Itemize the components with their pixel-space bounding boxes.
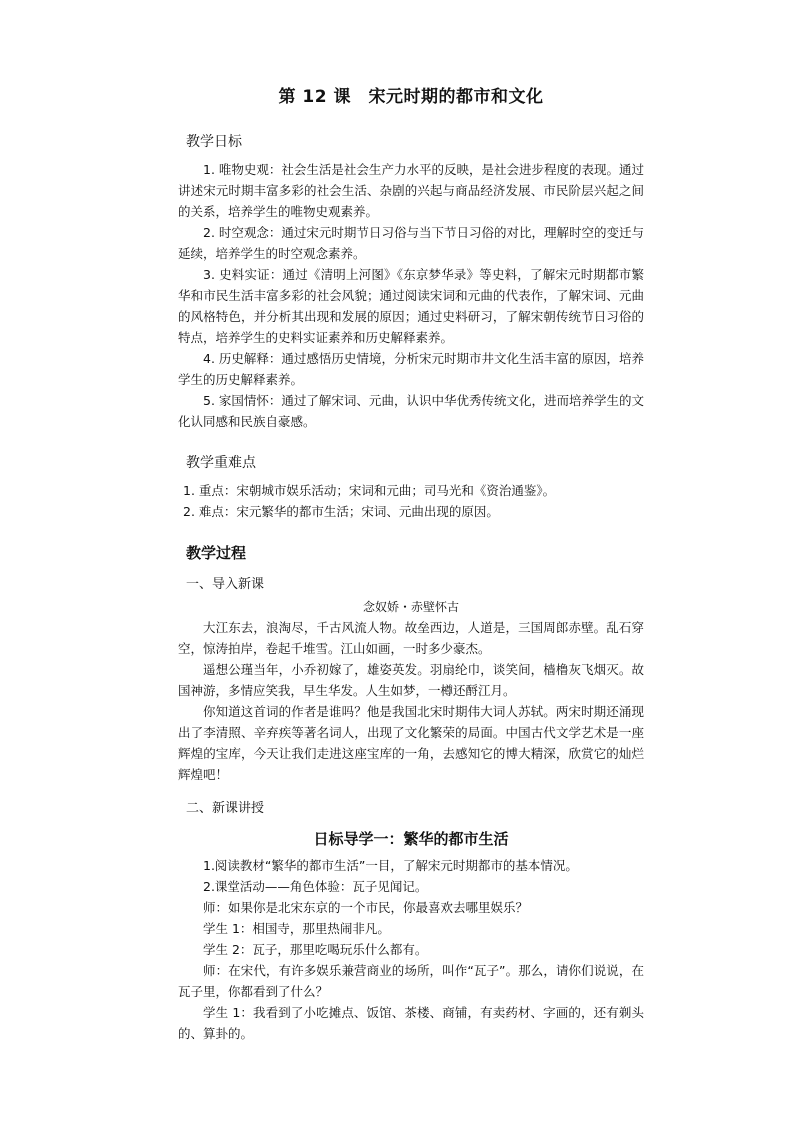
keypoints-heading: 教学重难点 xyxy=(186,455,256,471)
lesson-line: 师：如果你是北宋东京的一个市民，你最喜欢去哪里娱乐？ xyxy=(203,900,529,915)
lesson-line: 师：在宋代，有许多娱乐兼营商业的场所，叫作“瓦子”。那么，请你们说说，在瓦子里，你都看到了什么？ xyxy=(178,963,644,999)
lesson-line: 学生 1：我看到了小吃摊点、饭馆、茶楼、商铺，有卖药材、字画的，还有剃头的、算卦的。 xyxy=(178,1005,644,1041)
lesson-line: 2.课堂活动——角色体验：瓦子见闻记。 xyxy=(203,879,428,894)
goal-title: 日标导学一：繁华的都市生活 xyxy=(313,830,509,848)
document-content xyxy=(178,82,644,1044)
poem-paragraph: 遥想公瑾当年，小乔初嫁了，雄姿英发。羽扇纶巾，谈笑间，樯橹灰飞烟灭。故国神游，多情应笑我，早生华发。人生如梦，一樽还酹江月。 xyxy=(178,662,644,698)
objective-item: 1. 唯物史观：社会生活是社会生产力水平的反映，是社会进步程度的表现。通过讲述宋元时期丰富多彩的社会生活、杂剧的兴起与商品经济发展、市民阶层兴起之间的关系，培养学生的唯物史观素养。 xyxy=(178,162,644,219)
objective-item: 4. 历史解释：通过感悟历史情境，分析宋元时期市井文化生活丰富的原因，培养学生的历史解释素养。 xyxy=(178,351,644,387)
objective-item: 5. 家国情怀：通过了解宋词、元曲，认识中华优秀传统文化，进而培养学生的文化认同感和民族自豪感。 xyxy=(178,393,644,429)
keypoint-item: 2. 难点：宋元繁华的都市生活；宋词、元曲出现的原因。 xyxy=(183,504,499,519)
keypoint-item: 1. 重点：宋朝城市娱乐活动；宋词和元曲；司马光和《资治通鉴》。 xyxy=(183,483,556,498)
intro-heading: 一、导入新课 xyxy=(186,577,265,592)
poem-title: 念奴娇・赤壁怀古 xyxy=(362,600,459,614)
page-title: 第 12 课 宋元时期的都市和文化 xyxy=(278,87,544,107)
lesson-line: 学生 1：相国寺，那里热闹非凡。 xyxy=(203,921,390,936)
objective-item: 2. 时空观念：通过宋元时期节日习俗与当下节日习俗的对比，理解时空的变迁与延续，培养学生的时空观念素养。 xyxy=(178,225,644,261)
poem-paragraph: 大江东去，浪淘尽，千古风流人物。故垒西边，人道是，三国周郎赤壁。乱石穿空，惊涛拍岸，卷起千堆雪。江山如画，一时多少豪杰。 xyxy=(178,620,644,656)
lesson-line: 学生 2：瓦子，那里吃喝玩乐什么都有。 xyxy=(203,942,428,957)
intro-paragraph: 你知道这首词的作者是谁吗？他是我国北宋时期伟大词人苏轼。两宋时期还涌现出了李清照、辛弃疾等著名词人，出现了文化繁荣的局面。中国古代文学艺术是一座辉煌的宝库，今天让我们走进这座宝库的一角，去感知它的博大精深，欣赏它的灿烂辉煌吧！ xyxy=(178,704,644,782)
new-lesson-heading: 二、新课讲授 xyxy=(186,801,265,816)
objective-item: 3. 史料实证：通过《清明上河图》《东京梦华录》等史料，了解宋元时期都市繁华和市民生活丰富多彩的社会风貌；通过阅读宋词和元曲的代表作，了解宋词、元曲的风格特色，并分析其出现和发展的原因；通过史料研习，了解宋朝传统节日习俗的特点，培养学生的史料实证素养和历史解释素养。 xyxy=(178,267,644,345)
lesson-line: 1.阅读教材“繁华的都市生活”一目，了解宋元时期都市的基本情况。 xyxy=(203,858,578,873)
process-heading: 教学过程 xyxy=(186,544,247,562)
objectives-heading: 教学日标 xyxy=(186,134,242,150)
